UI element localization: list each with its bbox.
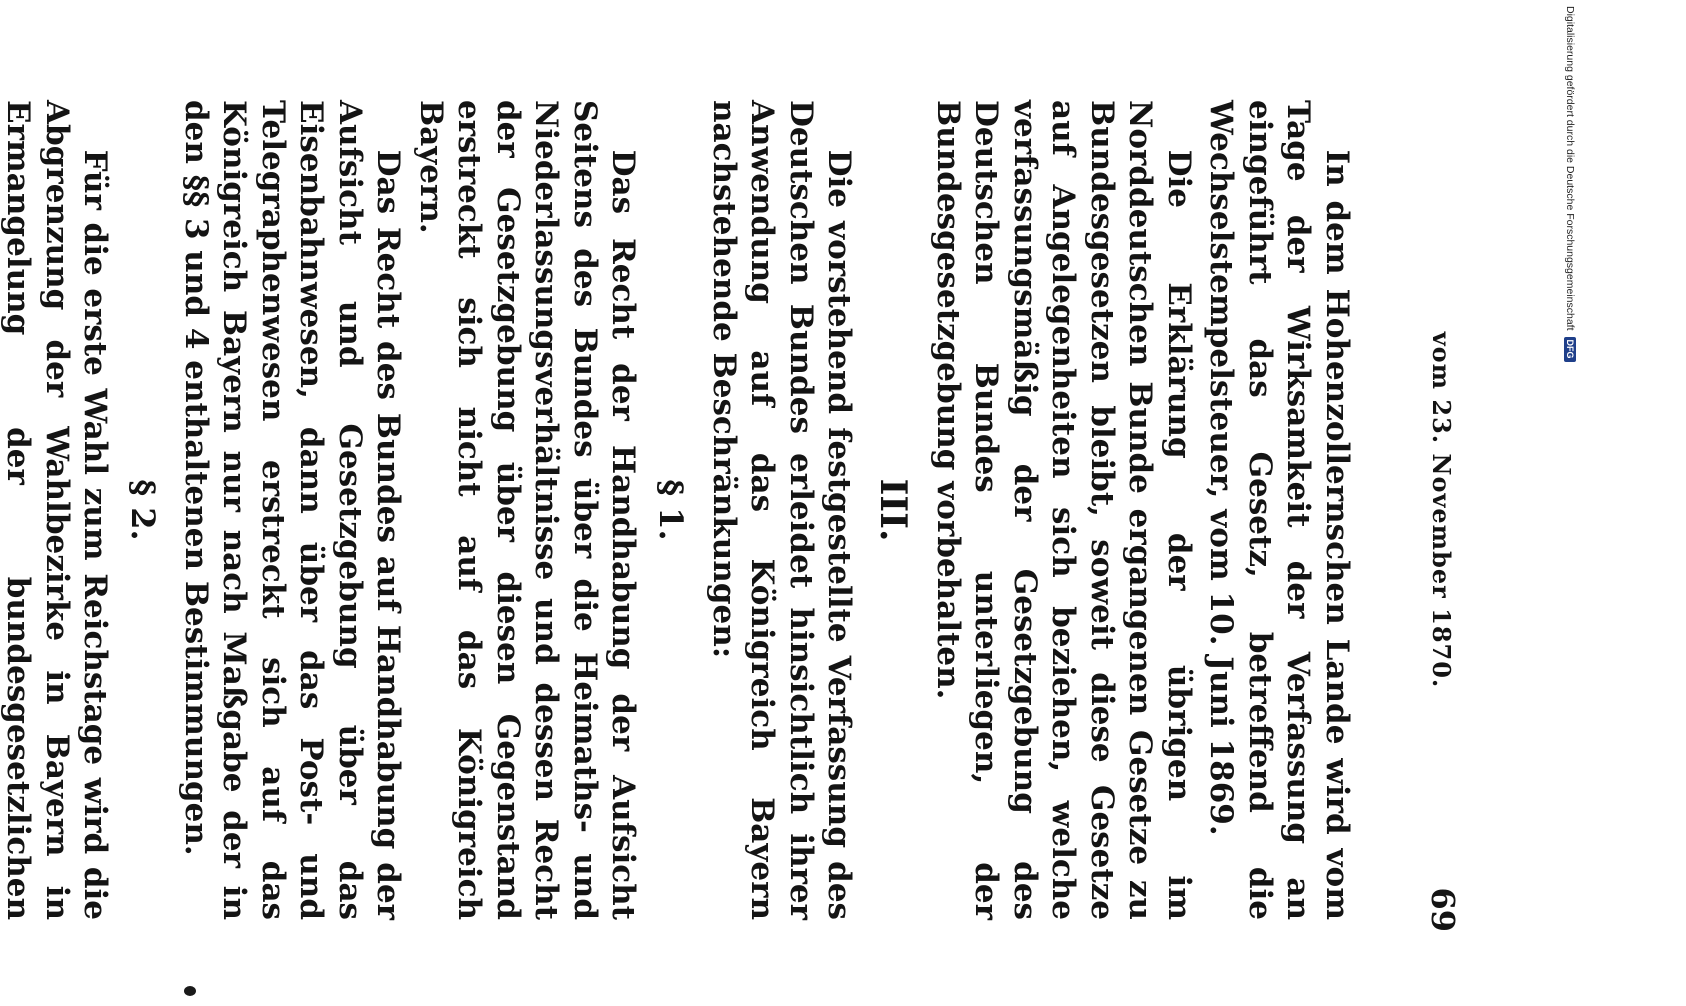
paragraph: Das Recht des Bundes auf Handhabung der Aufsicht und Gesetzgebung über das Eisenbahnwesen, dann über das Post- und Telegraphenwesen erstreckt sich auf das Königreich Bayern nur nach Maßgabe der in den §§ 3 und 4 enthaltenen Bestimmungen. — [178, 100, 407, 920]
dfg-logo: DFG — [1564, 337, 1576, 362]
page-number: 69 — [1424, 887, 1462, 932]
section-heading: § 1. — [652, 479, 691, 541]
section-heading: § 2. — [124, 479, 163, 541]
section-paragraph-1 — [177, 100, 691, 920]
section-iii — [705, 100, 915, 920]
section-heading: III. — [872, 478, 915, 542]
running-title: vom 23. November 1870. — [1427, 331, 1456, 689]
credit-text: Digitalisierung gefördert durch die Deutsche Forschungsgemeinschaft — [1564, 6, 1576, 331]
paragraph: Die vorstehend festgestellte Verfassung des Deutschen Bundes erleidet hinsichtlich ihrer Anwendung auf das Königreich Bayern nachstehende Beschränkungen: — [706, 100, 858, 920]
ink-spot — [184, 986, 196, 996]
section-paragraph-2 — [0, 100, 163, 920]
section-preamble — [929, 100, 1357, 920]
paragraph: Das Recht der Handhabung der Aufsicht Seitens des Bundes über die Heimaths- und Niederlassungsverhältnisse und dessen Recht der Gesetzgebung über diesen Gegenstand erstreckt sich nicht auf das Königreich Bayern. — [413, 100, 642, 920]
digitization-credit — [1560, 6, 1580, 1006]
paragraph: In dem Hohenzollernschen Lande wird vom Tage der Wirksamkeit der Verfassung an eingeführt das Gesetz, betreffend die Wechselstempelsteuer, vom 10. Juni 1869. — [1203, 100, 1355, 920]
paragraph: Die Erklärung der übrigen im Norddeutschen Bunde ergangenen Gesetze zu Bundesgesetzen bleibt, soweit diese Gesetze auf Angelegenheiten sich beziehen, welche verfassungsmäßig der Gesetzgebung des Deutschen Bundes unterliegen, der Bundesgesetzgebung vorbehalten. — [930, 100, 1197, 920]
document-page — [0, 60, 1466, 960]
paragraph: Für die erste Wahl zum Reichstage wird die Abgrenzung der Wahlbezirke in Bayern in Ermangelung der bundesgesetzlichen — [0, 100, 114, 920]
running-head — [1416, 60, 1466, 960]
body-text — [0, 100, 1356, 920]
